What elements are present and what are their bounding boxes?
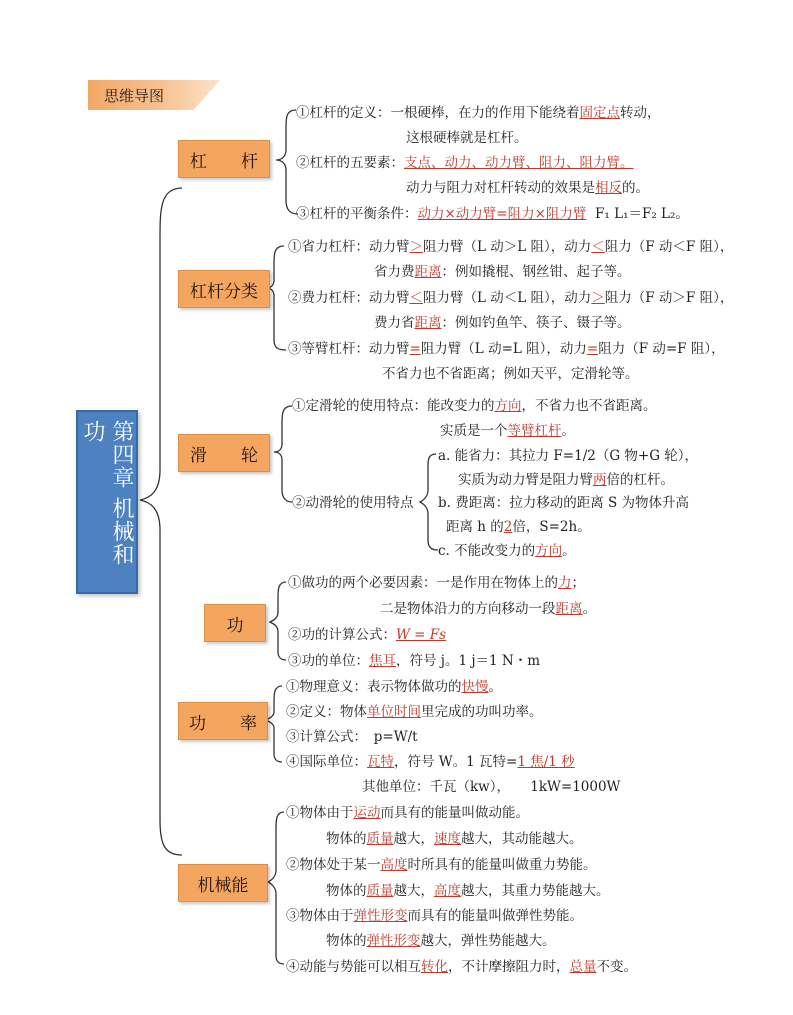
energy-line-3: ②物体处于某一高度时所具有的能量叫做重力势能。 <box>286 857 597 873</box>
power-line-2: ②定义：物体单位时间里完成的功叫功率。 <box>286 704 543 720</box>
classification-line-6: 不省力也不省距离；例如天平，定滑轮等。 <box>382 366 639 382</box>
lever-line-4: 动力与阻力对杠杆转动的效果是相反的。 <box>406 180 649 196</box>
energy-line-7: ④动能与势能可以相互转化，不计摩擦阻力时，总量不变。 <box>286 959 637 975</box>
pulley-line-2: 实质是一个等臂杠杆。 <box>440 423 575 439</box>
pulley-line-7: 距离 h 的2倍，S=2h。 <box>446 519 591 535</box>
mind-map-header <box>88 80 220 110</box>
lever-line-2: 这根硬棒就是杠杆。 <box>406 130 528 146</box>
pulley-line-6: b. 费距离：拉力移动的距离 S 为物体升高 <box>438 495 690 511</box>
work-line-4: ③功的单位：焦耳，符号 j。1 j＝1 N・m <box>288 653 541 669</box>
work-line-2: 二是物体沿力的方向移动一段距离。 <box>380 601 596 617</box>
lever-line-3: ②杠杆的五要素：支点、动力、动力臂、阻力、阻力臂。 <box>296 155 634 171</box>
pulley-line-8: c. 不能改变力的方向。 <box>438 543 576 559</box>
classification-line-5: ③等臂杠杆：动力臂=阻力臂（L 动=L 阻），动力=阻力（F 动=F 阻）， <box>288 341 725 357</box>
lever-line-1: ①杠杆的定义：一根硬棒，在力的作用下能绕着固定点转动， <box>296 105 661 121</box>
pulley-line-5: ②动滑轮的使用特点 <box>292 495 414 511</box>
topic-mechanical-energy: 机械能 <box>178 864 268 902</box>
power-line-1: ①物理意义：表示物体做功的快慢。 <box>286 679 502 695</box>
topic-pulley: 滑 轮 <box>178 434 270 472</box>
topic-work: 功 <box>204 604 266 642</box>
energy-line-6: 物体的弹性形变越大，弹性势能越大。 <box>326 933 556 949</box>
power-line-5: 其他单位：千瓦（kw）， 1kW=1000W <box>362 779 621 795</box>
pulley-line-1: ①定滑轮的使用特点：能改变力的方向，不省力也不省距离。 <box>292 398 657 414</box>
classification-line-4: 费力省距离：例如钓鱼竿、筷子、镊子等。 <box>374 315 631 331</box>
classification-line-1: ①省力杠杆：动力臂＞阻力臂（L 动＞L 阻），动力＜阻力（F 动＜F 阻）， <box>288 239 734 255</box>
power-line-3: ③计算公式： p=W/t <box>286 729 418 745</box>
pulley-line-4: 实质为动力臂是阻力臂两倍的杠杆。 <box>458 472 674 488</box>
header-label: 思维导图 <box>104 87 165 105</box>
work-line-3: ②功的计算公式：W = Fs <box>288 627 447 643</box>
energy-line-1: ①物体由于运动而具有的能量叫做动能。 <box>286 805 529 821</box>
chapter-box <box>76 410 138 594</box>
energy-line-5: ③物体由于弹性形变而具有的能量叫做弹性势能。 <box>286 908 583 924</box>
energy-line-4: 物体的质量越大，高度越大，其重力势能越大。 <box>326 883 610 899</box>
energy-line-2: 物体的质量越大，速度越大，其动能越大。 <box>326 831 583 847</box>
classification-line-2: 省力费距离：例如撬棍、钢丝钳、起子等。 <box>374 264 631 280</box>
chapter-title: 第四章 机械和功 <box>80 420 134 566</box>
topic-power: 功 率 <box>178 702 268 740</box>
lever-line-5: ③杠杆的平衡条件：动力×动力臂=阻力×阻力臂 F₁ L₁＝F₂ L₂。 <box>296 206 689 222</box>
pulley-line-3: a. 能省力：其拉力 F=1/2（G 物+G 轮）， <box>438 448 699 464</box>
work-line-1: ①做功的两个必要因素：一是作用在物体上的力； <box>288 575 585 591</box>
power-line-4: ④国际单位：瓦特，符号 W。1 瓦特=1 焦/1 秒 <box>286 754 575 770</box>
topic-lever-classification: 杠杆分类 <box>178 270 270 308</box>
topic-lever: 杠 杆 <box>178 140 270 178</box>
classification-line-3: ②费力杠杆：动力臂＜阻力臂（L 动＜L 阻），动力＞阻力（F 动＞F 阻）， <box>288 290 734 306</box>
